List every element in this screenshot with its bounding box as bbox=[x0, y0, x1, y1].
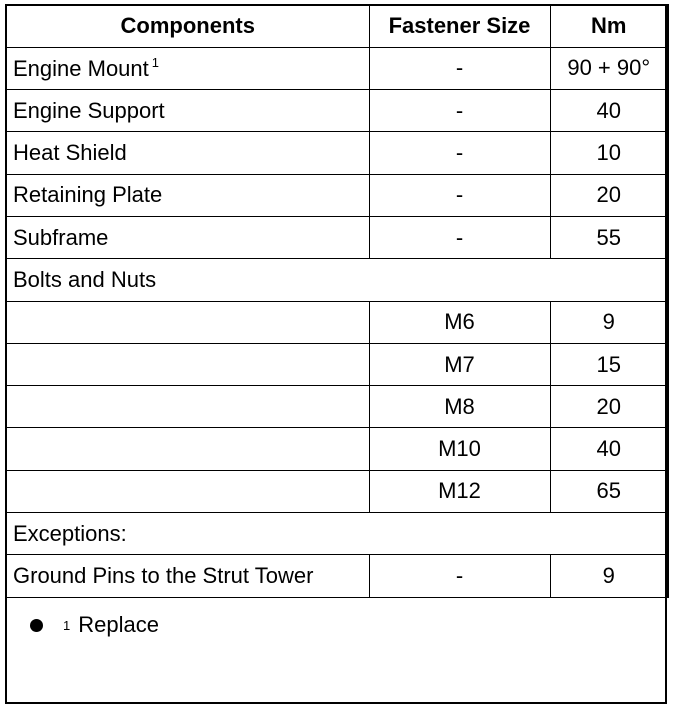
table-row bbox=[6, 386, 668, 428]
table-row bbox=[6, 555, 668, 597]
component-cell bbox=[6, 301, 369, 343]
torque-cell: 9 bbox=[550, 301, 668, 343]
component-cell bbox=[6, 428, 369, 470]
fastener-size-cell: - bbox=[369, 555, 550, 597]
table-row bbox=[6, 174, 668, 216]
component-cell bbox=[6, 470, 369, 512]
component-cell: Engine Support bbox=[6, 90, 369, 132]
torque-cell: 65 bbox=[550, 470, 668, 512]
component-cell: Ground Pins to the Strut Tower bbox=[6, 555, 369, 597]
fastener-size-cell: - bbox=[369, 132, 550, 174]
component-cell bbox=[6, 47, 369, 89]
torque-cell: 90 + 90° bbox=[550, 47, 668, 89]
footnote-text: Replace bbox=[78, 612, 159, 637]
fastener-size-cell: M12 bbox=[369, 470, 550, 512]
table-row bbox=[6, 132, 668, 174]
component-label: Engine Mount bbox=[13, 55, 149, 81]
footnote-ref: 1 bbox=[151, 54, 159, 70]
fastener-size-cell: - bbox=[369, 47, 550, 89]
table-row bbox=[6, 343, 668, 385]
fastener-size-cell: M8 bbox=[369, 386, 550, 428]
fastener-size-cell: M6 bbox=[369, 301, 550, 343]
table-row bbox=[6, 90, 668, 132]
component-cell bbox=[6, 386, 369, 428]
table-row bbox=[6, 301, 668, 343]
torque-cell: 10 bbox=[550, 132, 668, 174]
fastener-size-cell: M10 bbox=[369, 428, 550, 470]
section-heading: Bolts and Nuts bbox=[6, 259, 668, 301]
torque-cell: 15 bbox=[550, 343, 668, 385]
section-row-exceptions bbox=[6, 513, 668, 555]
fastener-size-cell: M7 bbox=[369, 343, 550, 385]
torque-spec-table bbox=[5, 4, 669, 598]
footnote bbox=[30, 612, 159, 638]
torque-cell: 40 bbox=[550, 90, 668, 132]
header-row bbox=[6, 5, 668, 47]
component-cell: Subframe bbox=[6, 216, 369, 258]
component-cell: Heat Shield bbox=[6, 132, 369, 174]
torque-cell: 55 bbox=[550, 216, 668, 258]
table-row bbox=[6, 428, 668, 470]
fastener-size-cell: - bbox=[369, 90, 550, 132]
section-heading: Exceptions: bbox=[6, 513, 668, 555]
bullet-icon bbox=[30, 619, 43, 632]
component-cell: Retaining Plate bbox=[6, 174, 369, 216]
section-row-bolts bbox=[6, 259, 668, 301]
header-components: Components bbox=[6, 5, 369, 47]
torque-cell: 9 bbox=[550, 555, 668, 597]
table-row bbox=[6, 47, 668, 89]
torque-cell: 40 bbox=[550, 428, 668, 470]
torque-cell: 20 bbox=[550, 174, 668, 216]
fastener-size-cell: - bbox=[369, 216, 550, 258]
footnote-marker: 1 bbox=[63, 617, 71, 633]
header-nm: Nm bbox=[550, 5, 668, 47]
component-cell bbox=[6, 343, 369, 385]
torque-cell: 20 bbox=[550, 386, 668, 428]
table-row bbox=[6, 470, 668, 512]
header-fastener-size: Fastener Size bbox=[369, 5, 550, 47]
table-row bbox=[6, 216, 668, 258]
fastener-size-cell: - bbox=[369, 174, 550, 216]
